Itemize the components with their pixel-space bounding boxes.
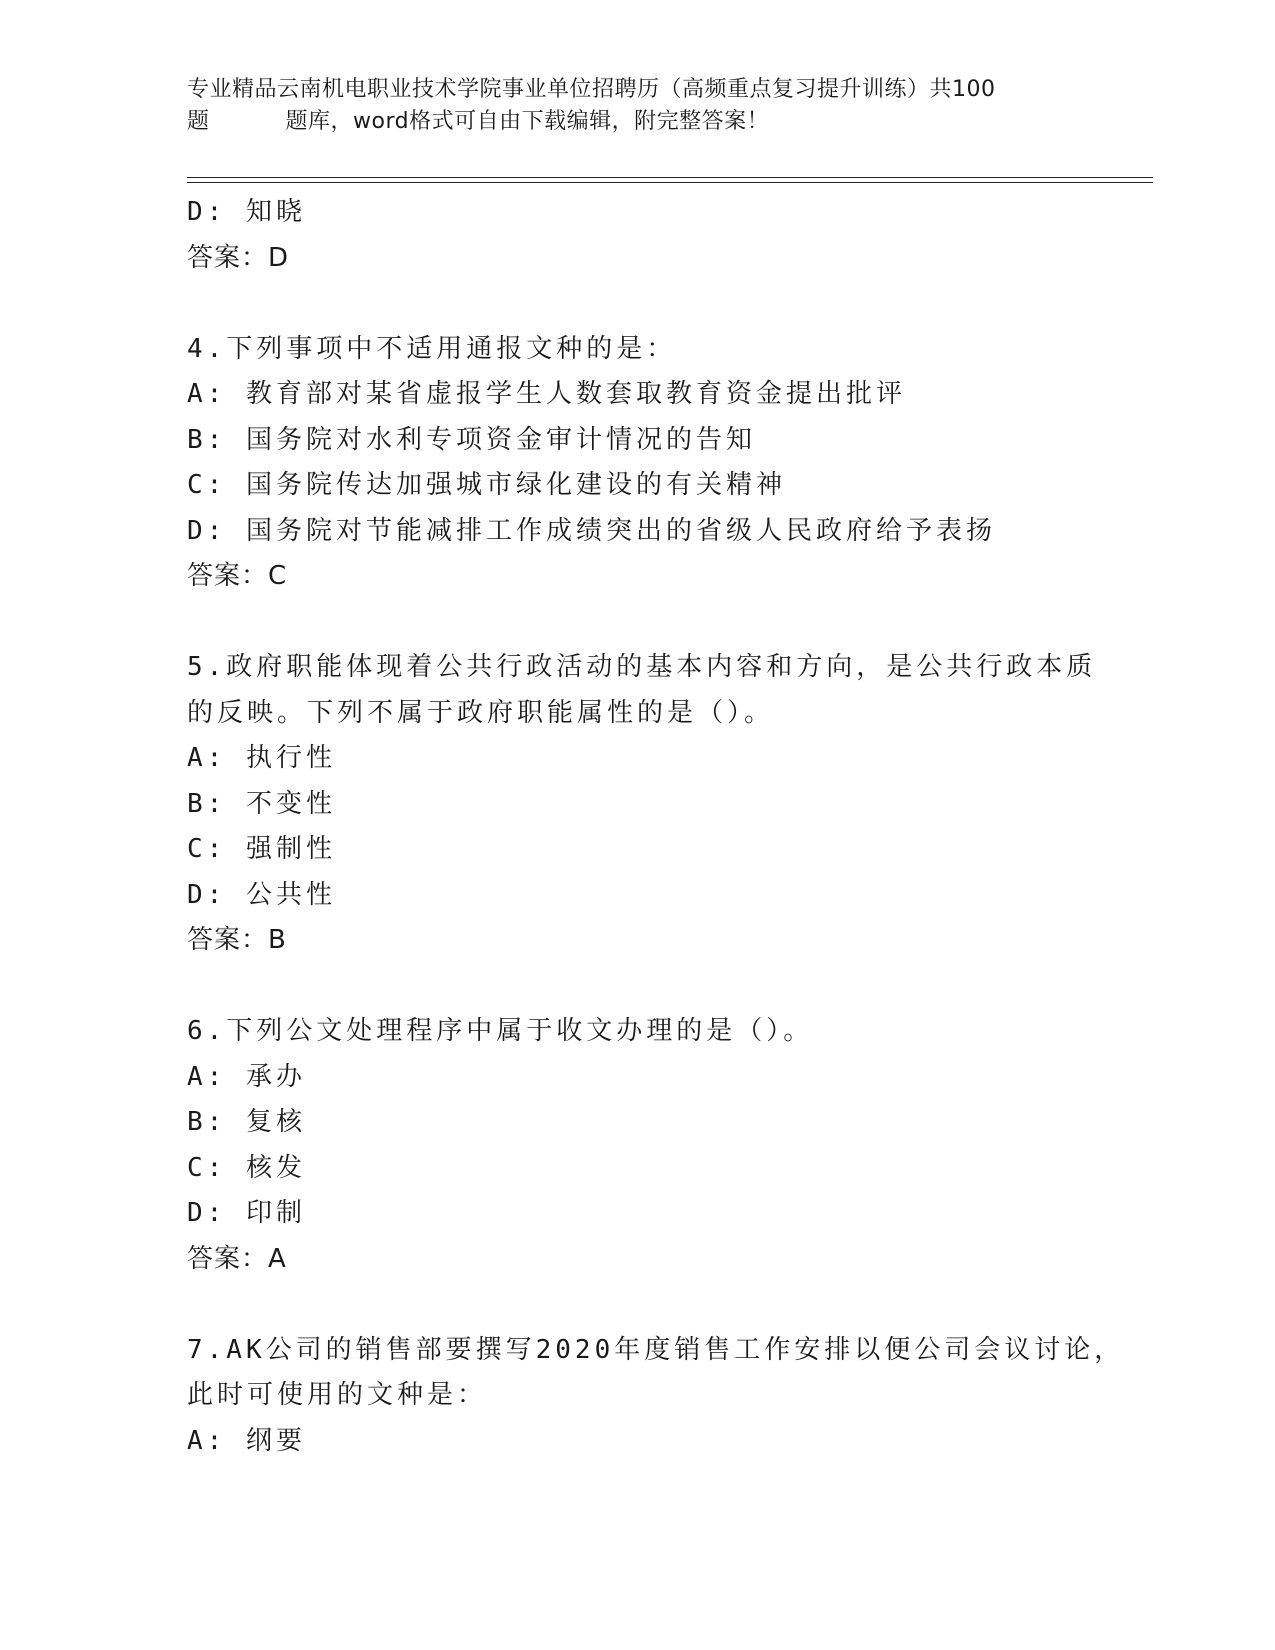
option-b: B: 复核 — [187, 1107, 306, 1137]
answer-line: 答案：A — [187, 1243, 287, 1274]
question-7-continued: 此时可使用的文种是： — [187, 1380, 488, 1410]
header-title-line-2-left: 题 — [187, 109, 210, 134]
question-4: 4.下列事项中不适用通报文种的是： — [187, 333, 677, 364]
option-d: D: 国务院对节能减排工作成绩突出的省级人民政府给予表扬 — [187, 515, 996, 546]
header-divider-bottom — [187, 182, 1153, 183]
header-divider-top — [187, 177, 1153, 178]
option-c: C: 强制性 — [187, 834, 336, 864]
question-7: 7.AK公司的销售部要撰写2020年度销售工作安排以便公司会议讨论， — [187, 1334, 1125, 1365]
header-title-line-1: 专业精品云南机电职业技术学院事业单位招聘历（高频重点复习提升训练）共100 — [187, 77, 996, 102]
question-5-continued: 的反映。下列不属于政府职能属性的是（）。 — [187, 697, 775, 728]
question-content — [187, 190, 1125, 1464]
option-c: C: 核发 — [187, 1152, 306, 1183]
header-title-line-2-right: 题库，word格式可自由下载编辑，附完整答案！ — [285, 109, 770, 134]
answer-line: 答案：B — [187, 925, 287, 955]
option-b: B: 国务院对水利专项资金审计情况的告知 — [187, 424, 756, 455]
spacer — [187, 281, 1087, 327]
header-title-line-2 — [187, 106, 1107, 138]
option-a: A: 承办 — [187, 1061, 306, 1092]
option-d: D: 公共性 — [187, 879, 336, 910]
option-a: A: 教育部对某省虚报学生人数套取教育资金提出批评 — [187, 379, 906, 409]
spacer — [187, 600, 1087, 646]
answer-line: 答案：D — [187, 242, 290, 273]
spacer — [187, 1282, 1087, 1328]
question-5: 5.政府职能体现着公共行政活动的基本内容和方向，是公共行政本质 — [187, 652, 1097, 682]
option-b: B: 不变性 — [187, 788, 336, 819]
answer-line: 答案：C — [187, 561, 288, 591]
page-header — [187, 74, 1107, 138]
option-d: D: 知晓 — [187, 197, 306, 227]
option-a: A: 执行性 — [187, 743, 336, 773]
spacer — [187, 964, 1087, 1010]
option-a: A: 纲要 — [187, 1425, 306, 1456]
question-6: 6.下列公文处理程序中属于收文办理的是（）。 — [187, 1016, 814, 1046]
option-c: C: 国务院传达加强城市绿化建设的有关精神 — [187, 470, 786, 500]
option-d: D: 印制 — [187, 1198, 306, 1228]
